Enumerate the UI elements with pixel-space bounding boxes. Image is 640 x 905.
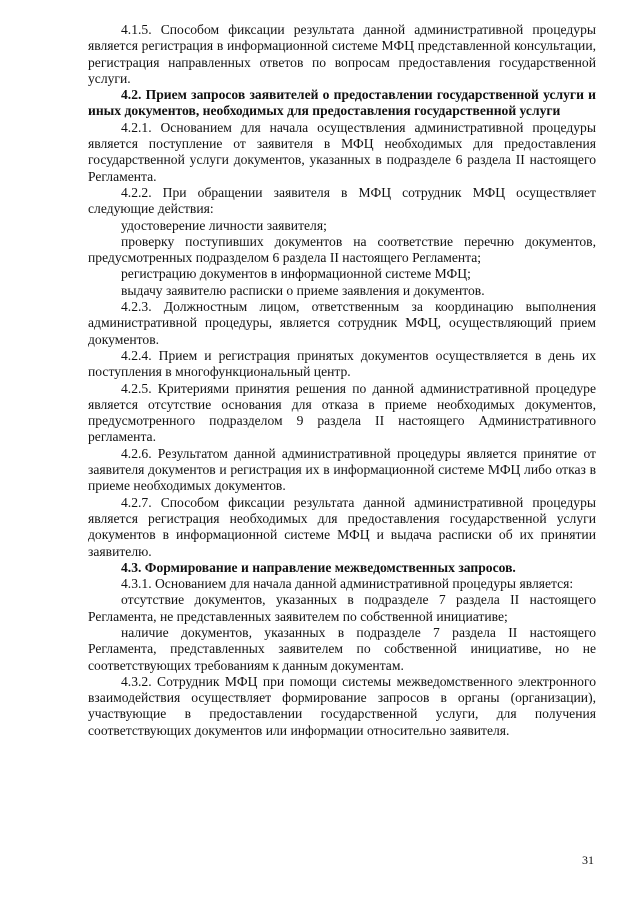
paragraph-4-2-2: 4.2.2. При обращении заявителя в МФЦ сотрудник МФЦ осуществляет следующие действия:: [88, 184, 596, 217]
paragraph-4-3-2: 4.3.2. Сотрудник МФЦ при помощи системы межведомственного электронного взаимодействия осуществляет формирование запросов в органы (организации), участвующие в предоставлении государственной услуги, для получения соответствующих документов или информации относительно заявителя.: [88, 673, 596, 738]
paragraph-4-2-5: 4.2.5. Критериями принятия решения по данной административной процедуре является отсутствие основания для отказа в приеме необходимых документов, предусмотренного подразделом 9 раздела II настоящего Административного регламента.: [88, 380, 596, 445]
paragraph-4-3-1: 4.3.1. Основанием для начала данной административной процедуры является:: [121, 576, 574, 592]
list-item: удостоверение личности заявителя;: [121, 217, 327, 233]
heading-4-3: 4.3. Формирование и направление межведомственных запросов.: [121, 559, 516, 575]
list-item: наличие документов, указанных в подразделе 7 раздела II настоящего Регламента, представленных заявителем по собственной инициативе, но не соответствующих требованиям к данным документам.: [88, 624, 596, 673]
list-item: регистрацию документов в информационной системе МФЦ;: [121, 266, 471, 282]
paragraph-4-2-1: 4.2.1. Основанием для начала осуществления административной процедуры является поступление от заявителя в МФЦ необходимых для предоставления государственной услуги документов, указанных в подразделе 6 раздела II настоящего Регламента.: [88, 119, 596, 184]
paragraph-4-2-7: 4.2.7. Способом фиксации результата данной административной процедуры является регистрация необходимых для предоставления государственной услуги документов в информационной системе МФЦ и выдача расписки об их принятии заявителю.: [88, 494, 596, 559]
paragraph-4-2-3: 4.2.3. Должностным лицом, ответственным за координацию выполнения административной процедуры, является сотрудник МФЦ, осуществляющий прием документов.: [88, 299, 596, 347]
heading-4-2: 4.2. Прием запросов заявителей о предоставлении государственной услуги и иных документов, необходимых для предоставления государственной услуги: [88, 87, 596, 119]
paragraph-4-2-6: 4.2.6. Результатом данной административной процедуры является принятие от заявителя документов и регистрация их в информационной системе МФЦ либо отказ в приеме необходимых документов.: [88, 445, 596, 494]
list-item: отсутствие документов, указанных в подразделе 7 раздела II настоящего Регламента, не представленных заявителем по собственной инициативе;: [88, 592, 596, 624]
page-number: 31: [582, 853, 594, 867]
list-item: выдачу заявителю расписки о приеме заявления и документов.: [121, 282, 485, 298]
list-item: проверку поступивших документов на соответствие перечню документов, предусмотренных подразделом 6 раздела II настоящего Регламента;: [88, 233, 596, 266]
document-body: [88, 22, 596, 739]
paragraph-4-2-4: 4.2.4. Прием и регистрация принятых документов осуществляется в день их поступления в многофункциональный центр.: [88, 347, 596, 380]
paragraph-4-1-5: 4.1.5. Способом фиксации результата данной административной процедуры является регистрация в информационной системе МФЦ представленной консультации, регистрация направленных ответов по вопросам предоставления государственной услуги.: [88, 22, 596, 86]
